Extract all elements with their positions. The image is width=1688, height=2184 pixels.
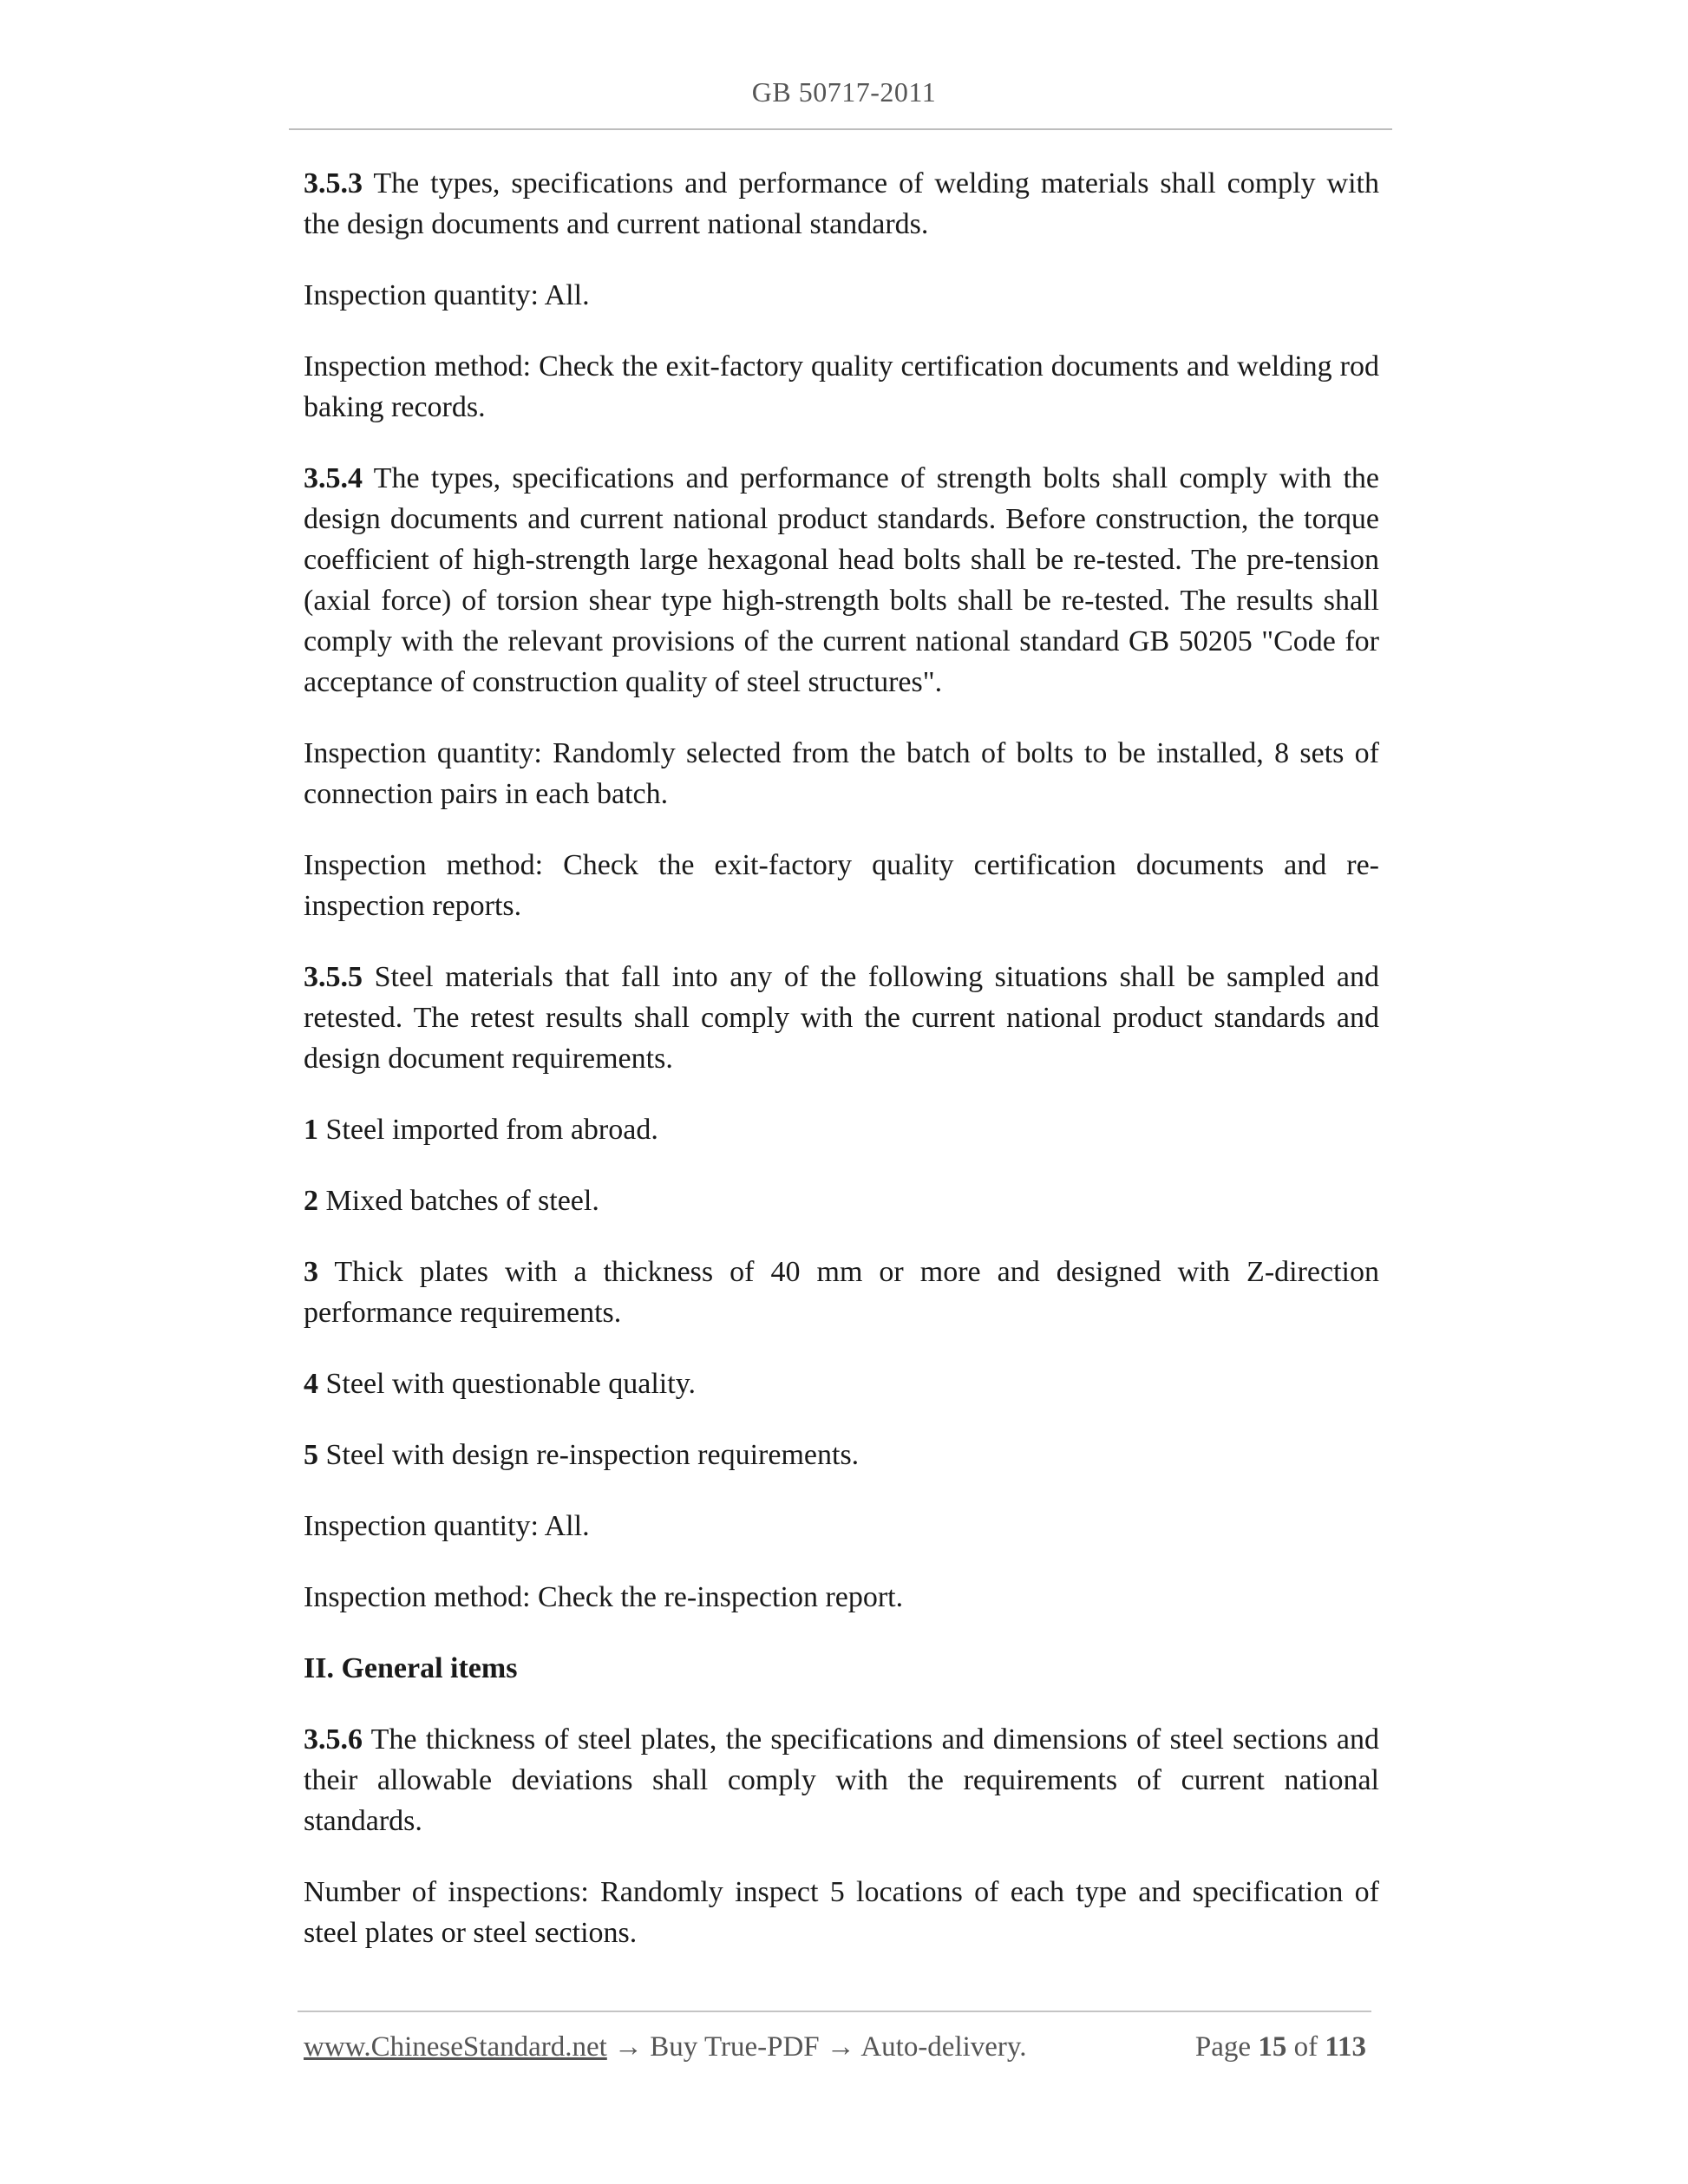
footer-divider [298, 2011, 1371, 2012]
inspection-number: Number of inspections: Randomly inspect 5 locations of each type and specification of steel plates or steel sections. [304, 1876, 1379, 1949]
clause-3-5-3 [304, 163, 1379, 245]
list-item [304, 1252, 1379, 1333]
arrow-right-icon: → [606, 2031, 651, 2063]
list-item [304, 1435, 1379, 1475]
clause-number: 3.5.3 [304, 167, 363, 199]
clause-3-5-5 [304, 957, 1379, 1079]
item-number: 2 [304, 1185, 318, 1217]
inspection-method: Inspection method: Check the exit-factory quality certification documents and re-inspection reports. [304, 849, 1379, 922]
of-label: of [1286, 2031, 1325, 2063]
buy-pdf-text: Buy True-PDF [650, 2031, 820, 2063]
website-link[interactable]: www.ChineseStandard.net [304, 2031, 607, 2063]
clause-number: 3.5.5 [304, 961, 363, 993]
page-header: GB 50717-2011 [751, 76, 937, 108]
header-divider [289, 128, 1392, 130]
auto-delivery-text: Auto-delivery. [860, 2031, 1027, 2063]
item-text: Steel with questionable quality. [318, 1368, 696, 1400]
inspection-quantity: Inspection quantity: All. [304, 279, 590, 311]
clause-3-5-4 [304, 458, 1379, 703]
clause-text: The types, specifications and performance of welding materials shall comply with the design documents and current national standards. [304, 167, 1379, 240]
clause-text: Steel materials that fall into any of the following situations shall be sampled and retested. The retest results shall comply with the current national product standards and design document requirements. [304, 961, 1379, 1075]
inspection-method: Inspection method: Check the exit-factory quality certification documents and welding rod baking records. [304, 350, 1379, 423]
item-text: Mixed batches of steel. [318, 1185, 599, 1217]
document-body [304, 163, 1379, 1984]
item-text: Steel with design re-inspection requirements. [318, 1439, 860, 1471]
item-number: 1 [304, 1114, 318, 1146]
clause-text: The thickness of steel plates, the specifications and dimensions of steel sections and their allowable deviations shall comply with the requirements of current national standards. [304, 1723, 1379, 1837]
clause-number: 3.5.6 [304, 1723, 363, 1756]
clause-3-5-6 [304, 1719, 1379, 1841]
clause-number: 3.5.4 [304, 462, 363, 494]
clause-text: The types, specifications and performance of strength bolts shall comply with the design documents and current national product standards. Before construction, the torque coefficient of high-strength large hexagonal head bolts shall be re-tested. The pre-tension (axial force) of torsion shear type high-strength bolts shall be re-tested. The results shall comply with the relevant provisions of the current national standard GB 50205 "Code for acceptance of construction quality of steel structures". [304, 462, 1379, 698]
item-number: 4 [304, 1368, 318, 1400]
item-number: 5 [304, 1439, 318, 1471]
page-label: Page [1194, 2031, 1259, 2063]
inspection-quantity: Inspection quantity: Randomly selected from the batch of bolts to be installed, 8 sets of connection pairs in each batch. [304, 737, 1379, 810]
item-text: Steel imported from abroad. [318, 1114, 658, 1146]
total-pages: 113 [1325, 2031, 1366, 2063]
page-counter [1195, 2031, 1366, 2063]
item-number: 3 [304, 1256, 318, 1288]
arrow-right-icon: → [819, 2031, 861, 2063]
list-item [304, 1109, 1379, 1150]
inspection-quantity: Inspection quantity: All. [304, 1510, 590, 1542]
section-heading: II. General items [304, 1652, 518, 1684]
item-text: Thick plates with a thickness of 40 mm or more and designed with Z-direction performance requirements. [304, 1256, 1379, 1329]
list-item [304, 1180, 1379, 1221]
list-item [304, 1363, 1379, 1404]
footer-promo [304, 2031, 1027, 2063]
page-number: 15 [1258, 2031, 1287, 2063]
inspection-method: Inspection method: Check the re-inspection report. [304, 1581, 904, 1613]
